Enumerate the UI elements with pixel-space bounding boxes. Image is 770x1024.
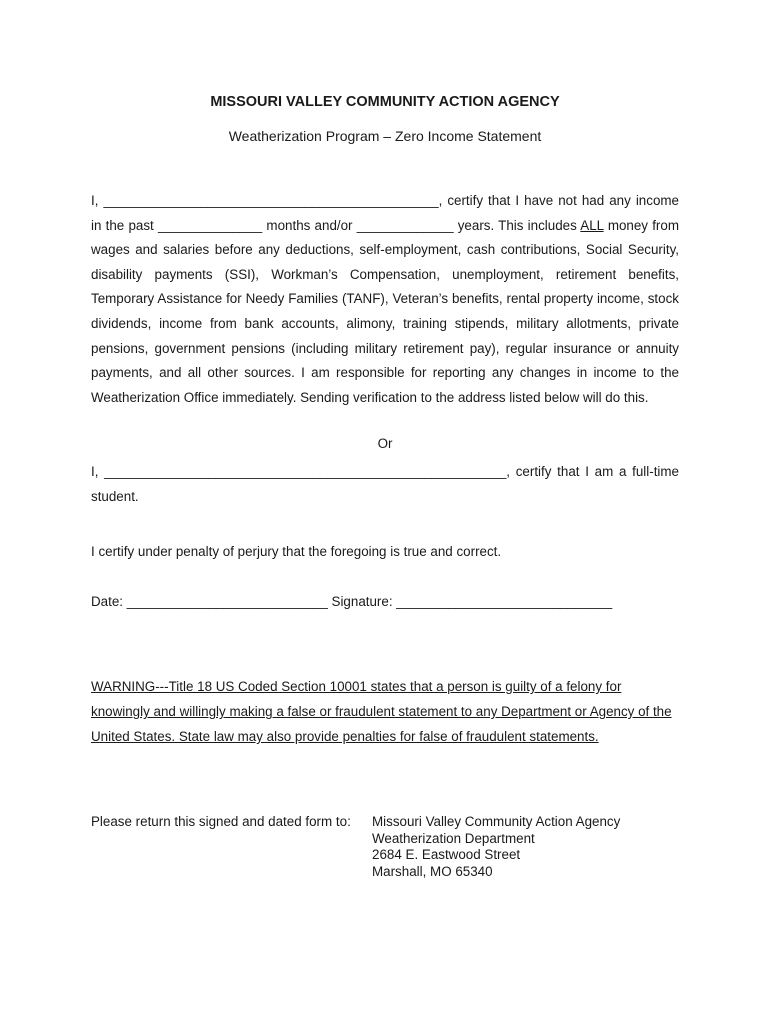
date-signature-line: Date: ___________________________ Signature: _____________________________: [91, 594, 613, 609]
address-line-department: Weatherization Department: [372, 830, 535, 846]
form-subtitle: Weatherization Program – Zero Income Statement: [228, 128, 542, 144]
student-statement: I, ______________________________________________________, certify that I am a full-time student.: [91, 464, 679, 504]
statement-all-word: ALL: [580, 217, 604, 233]
agency-title: MISSOURI VALLEY COMMUNITY ACTION AGENCY: [210, 94, 560, 110]
address-line-city: Marshall, MO 65340: [372, 863, 493, 879]
perjury-certification: I certify under penalty of perjury that the foregoing is true and correct.: [91, 544, 502, 559]
zero-income-statement: [91, 189, 679, 410]
address-line-street: 2684 E. Eastwood Street: [372, 847, 521, 862]
statement-rest: money from wages and salaries before any deductions, self-employment, cash contributions, Social Security, disability payments (SSI), Workman’s Compensation, unemployment, retirement benefits, Temporary Assistance for Needy Families (TANF), Veteran’s benefits, rental property income, stock dividends, income from bank accounts, alimony, training stipends, military allotments, private pensions, government pensions (including military retirement pay), regular insurance or annuity payments, and all other sources. I am responsible for reporting any changes in income to the Weatherization Office immediately. Sending verification to the address listed below will do this.: [91, 217, 679, 405]
return-instructions: Please return this signed and dated form to:: [91, 814, 351, 829]
statement-intro: I, _____________________________________________, certify that I have not had any income in the past ______________ months and/or _____________ years. This includes: [91, 193, 679, 233]
or-separator: Or: [377, 436, 393, 451]
address-line-agency: Missouri Valley Community Action Agency: [372, 814, 621, 829]
warning-notice: WARNING---Title 18 US Coded Section 10001 states that a person is guilty of a felony for knowingly and willingly making a false or fraudulent statement to any Department or Agency of the United States. State law may also provide penalties for false of fraudulent statements.: [91, 679, 672, 744]
return-address: [372, 814, 620, 880]
